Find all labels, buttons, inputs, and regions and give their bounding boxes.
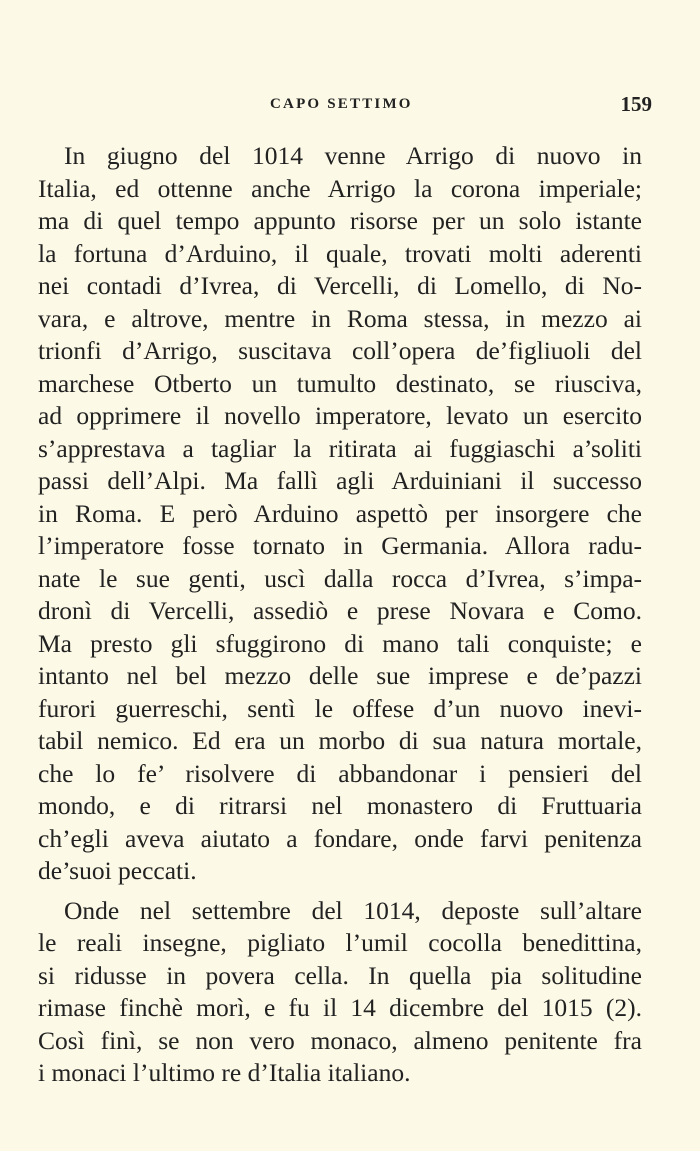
paragraph-2: [38, 895, 642, 1090]
running-head: [0, 94, 700, 118]
text-line: trionfi d’Arrigo, suscitava coll’opera de’figliuoli del: [38, 336, 642, 365]
text-line: mondo, e di ritrarsi nel monastero di Fruttuaria: [38, 791, 642, 820]
chapter-title: CAPO SETTIMO: [270, 96, 413, 112]
text-line: dronì di Vercelli, assediò e prese Novara e Como.: [38, 596, 642, 625]
text-line: tabil nemico. Ed era un morbo di sua natura mortale,: [38, 726, 642, 755]
text-line: Onde nel settembre del 1014, deposte sull’altare: [64, 895, 642, 925]
paragraph-1: [38, 140, 642, 888]
text-line: l’imperatore fosse tornato in Germania. Allora radu-: [38, 531, 642, 560]
text-line: Ma presto gli sfuggirono di mano tali conquiste; e: [38, 628, 642, 658]
text-line: ad opprimere il novello imperatore, levato un esercito: [38, 401, 642, 430]
text-line: s’apprestava a tagliar la ritirata ai fuggiaschi a’soliti: [38, 433, 642, 463]
text-line: nate le sue genti, uscì dalla rocca d’Ivrea, s’impa-: [38, 563, 642, 593]
text-line: i monaci l’ultimo re d’Italia italiano.: [38, 1058, 411, 1087]
text-line: nei contadi d’Ivrea, di Vercelli, di Lomello, di No-: [38, 271, 642, 300]
page-number: 159: [620, 92, 652, 116]
text-line: la fortuna d’Arduino, il quale, trovati molti aderenti: [38, 238, 642, 268]
text-line: intanto nel bel mezzo delle sue imprese e de’pazzi: [38, 661, 642, 690]
text-line: ch’egli aveva aiutato a fondare, onde farvi penitenza: [38, 823, 642, 853]
text-line: Italia, ed ottenne anche Arrigo la corona imperiale;: [38, 173, 642, 203]
text-line: furori guerreschi, sentì le offese d’un nuovo inevi-: [38, 693, 642, 723]
text-line: si ridusse in povera cella. In quella pia solitudine: [38, 960, 642, 990]
text-line: In giugno del 1014 venne Arrigo di nuovo in: [64, 141, 642, 170]
text-line: che lo fe’ risolvere di abbandonar i pensieri del: [38, 758, 642, 788]
text-line: in Roma. E però Arduino aspettò per insorgere che: [38, 498, 642, 528]
text-line: vara, e altrove, mentre in Roma stessa, in mezzo ai: [38, 303, 642, 333]
text-line: marchese Otberto un tumulto destinato, se riusciva,: [38, 368, 642, 398]
text-line: Così finì, se non vero monaco, almeno penitente fra: [38, 1025, 642, 1055]
paragraph-spacer: [38, 888, 642, 895]
text-line: passi dell’Alpi. Ma fallì agli Arduiniani il successo: [38, 466, 642, 495]
text-line: de’suoi peccati.: [38, 856, 197, 885]
text-line: ma di quel tempo appunto risorse per un solo istante: [38, 206, 642, 235]
body-text: [38, 140, 642, 1090]
text-line: rimase finchè morì, e fu il 14 dicembre del 1015 (2).: [38, 993, 642, 1022]
text-line: le reali insegne, pigliato l’umil cocolla benedittina,: [38, 928, 642, 957]
